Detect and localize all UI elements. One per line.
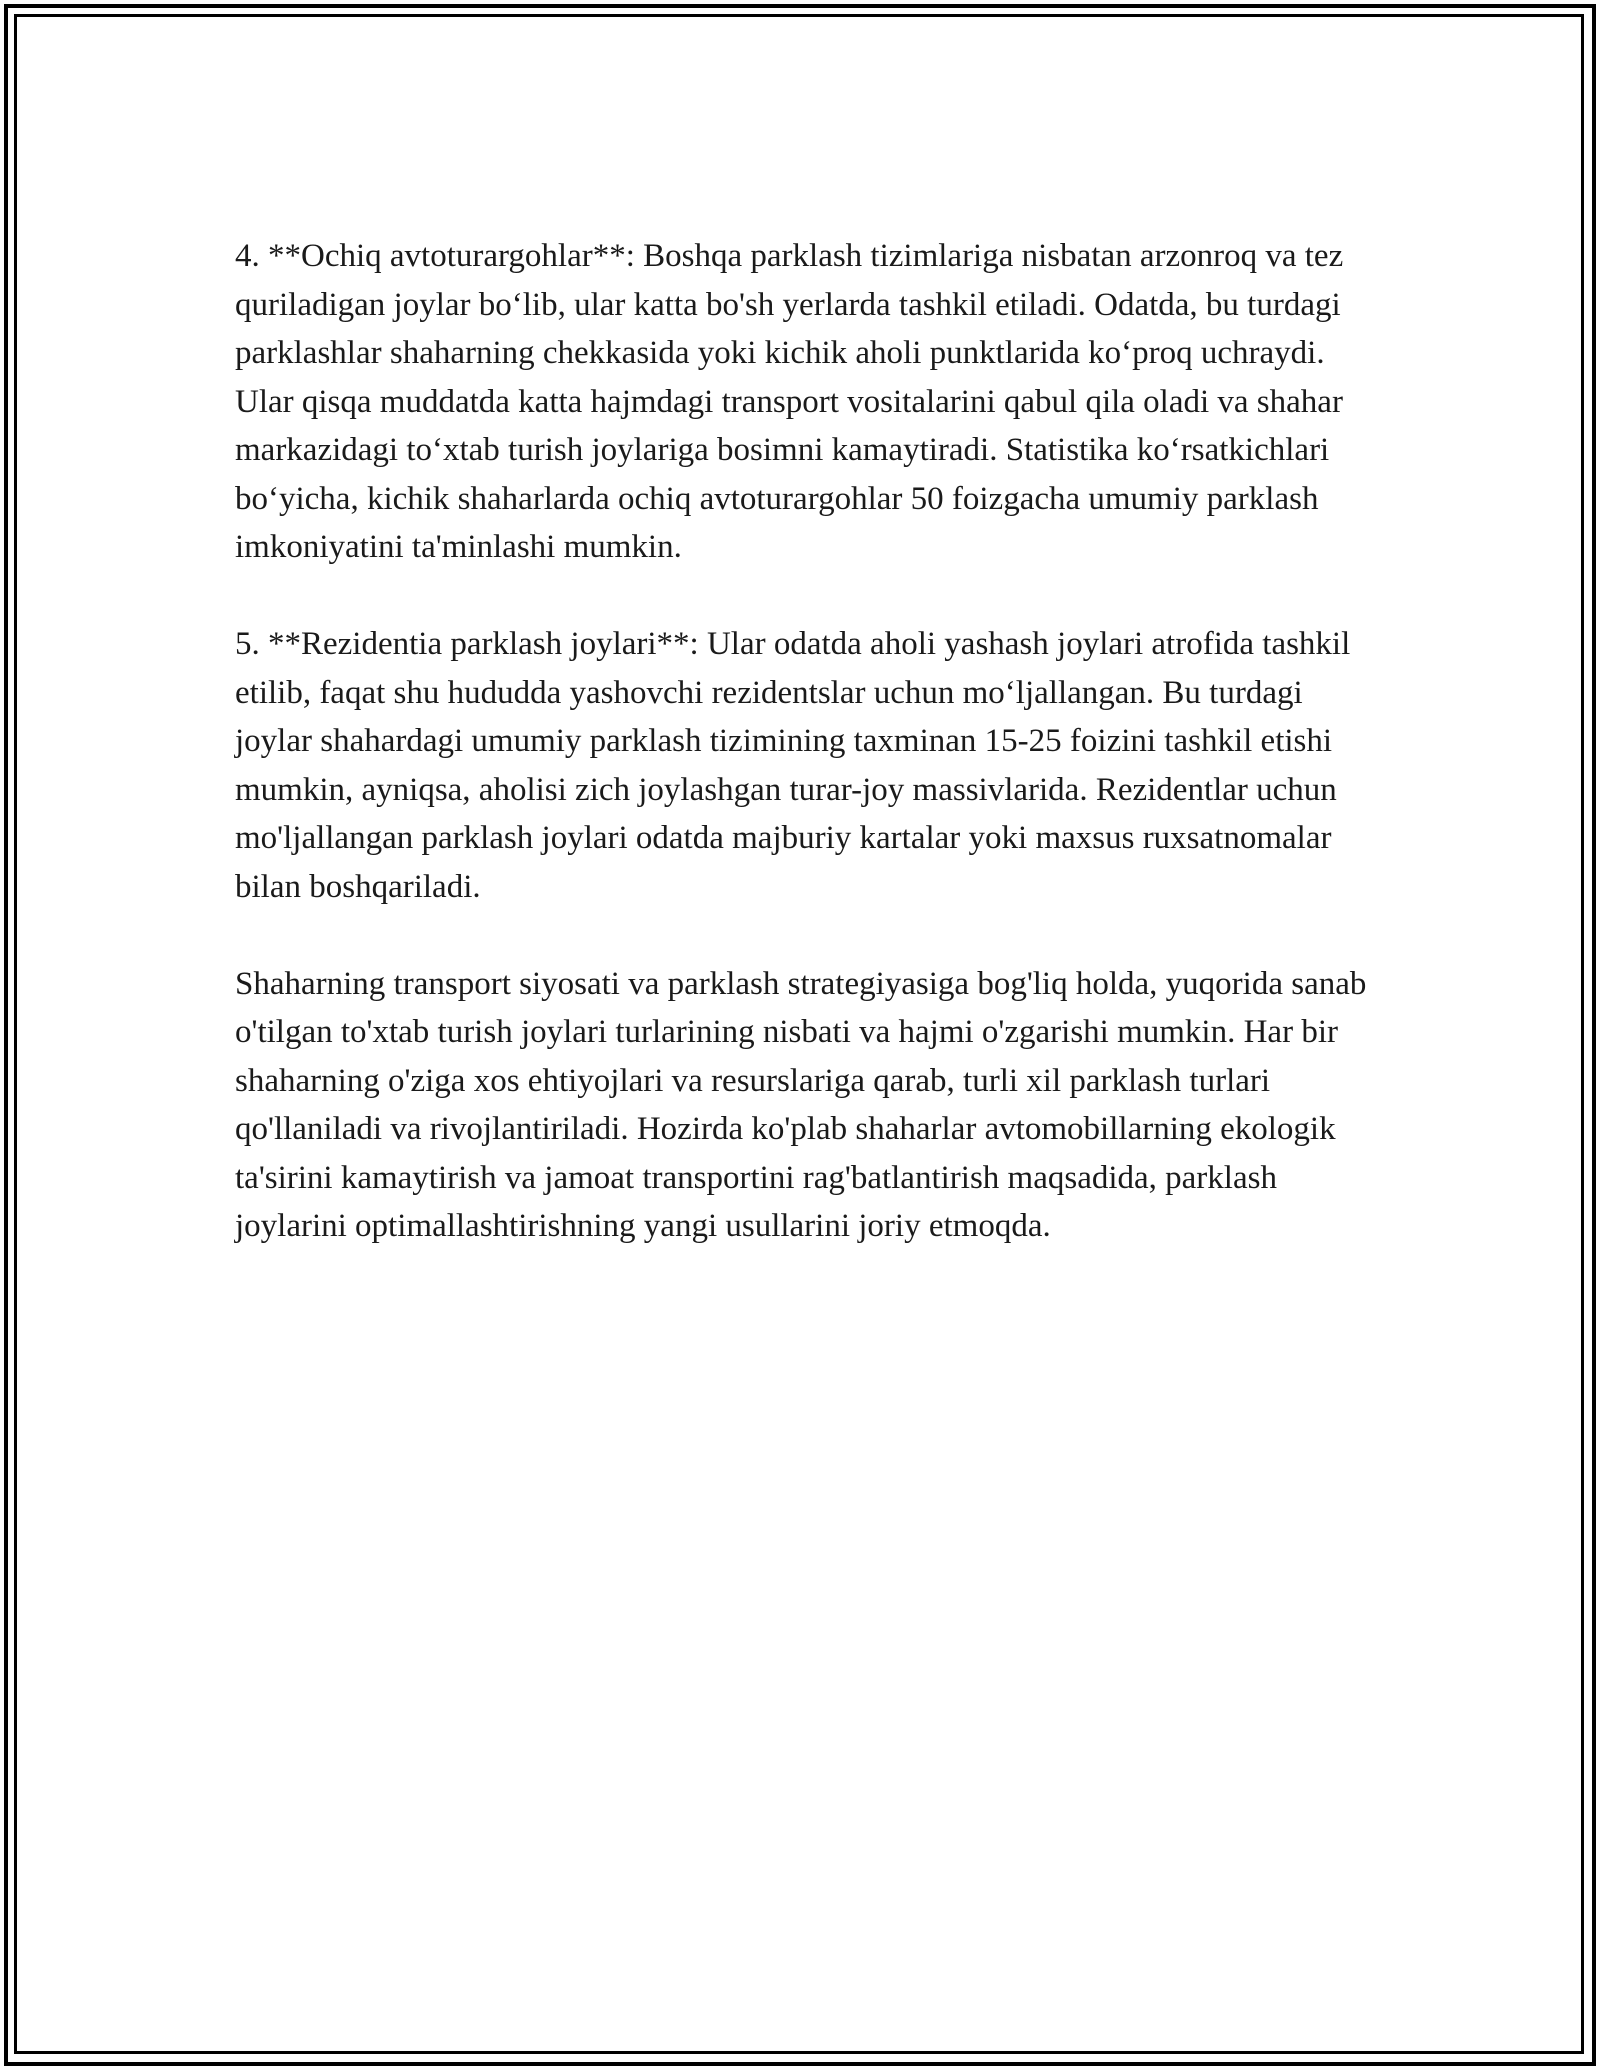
paragraph-open-parking: 4. **Ochiq avtoturargohlar**: Boshqa parklash tizimlariga nisbatan arzonroq va tez quriladigan joylar bo‘lib, ular katta bo'sh yerlarda tashkil etiladi. Odatda, bu turdagi parklashlar shaharning chekkasida yoki kichik aholi punktlarida ko‘proq uchraydi. Ular qisqa muddatda katta hajmdagi transport vositalarini qabul qila oladi va shahar markazidagi to‘xtab turish joylariga bosimni kamaytiradi. Statistika ko‘rsatkichlari bo‘yicha, kichik shaharlarda ochiq avtoturargohlar 50 foizgacha umumiy parklash imkoniyatini ta'minlashi mumkin. bbox=[235, 238, 1344, 565]
paragraph-resident-parking: 5. **Rezidentia parklash joylari**: Ular odatda aholi yashash joylari atrofida tashkil etilib, faqat shu hududda yashovchi rezidentslar uchun mo‘ljallangan. Bu turdagi joylar shahardagi umumiy parklash tizimining taxminan 15-25 foizini tashkil etishi mumkin, ayniqsa, aholisi zich joylashgan turar-joy massivlarida. Rezidentlar uchun mo'ljallangan parklash joylari odatda majburiy kartalar yoki maxsus ruxsatnomalar bilan boshqariladi. bbox=[235, 626, 1351, 905]
paragraph-conclusion: Shaharning transport siyosati va parklash strategiyasiga bog'liq holda, yuqorida sanab o'tilgan to'xtab turish joylari turlarining nisbati va hajmi o'zgarishi mumkin. Har bir shaharning o'ziga xos ehtiyojlari va resurslariga qarab, turli xil parklash turlari qo'llaniladi va rivojlantiriladi. Hozirda ko'plab shaharlar avtomobillarning ekologik ta'sirini kamaytirish va jamoat transportini rag'batlantirish maqsadida, parklash joylarini optimallashtirishning yangi usullarini joriy etmoqda. bbox=[235, 965, 1367, 1244]
document-body bbox=[235, 232, 1375, 1251]
